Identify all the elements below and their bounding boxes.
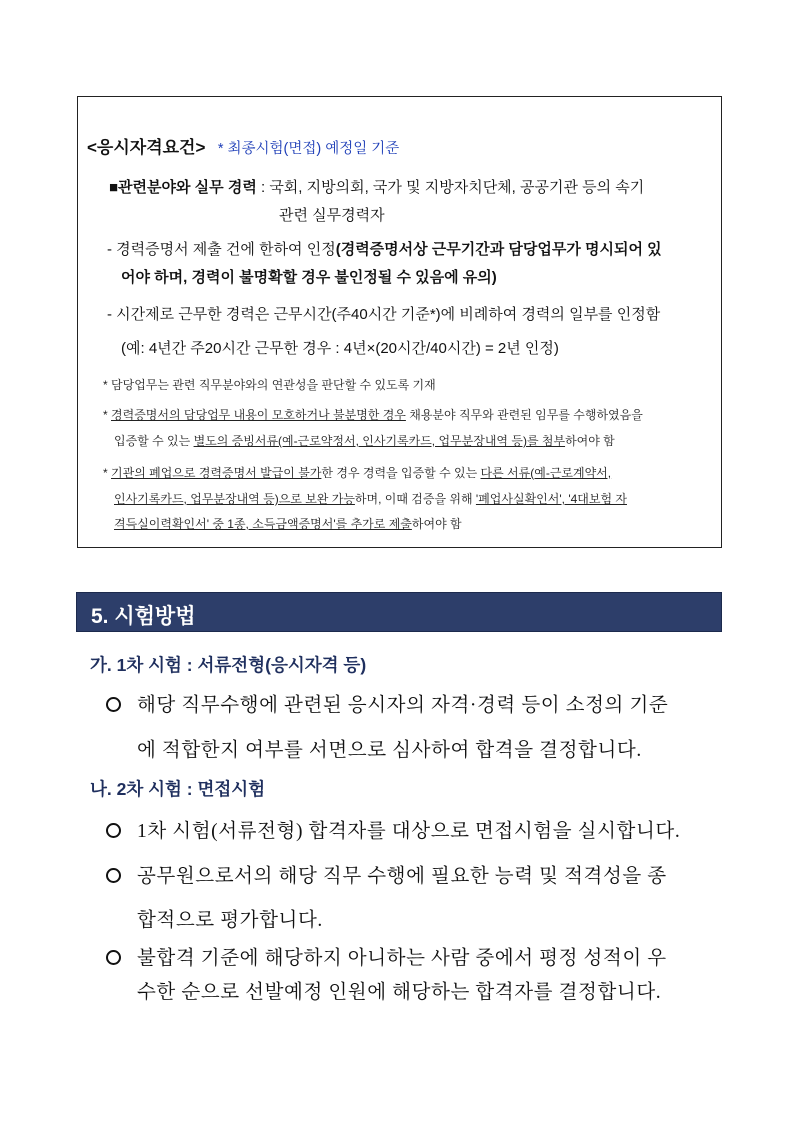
second-exam-item-2-line-1: 공무원으로서의 해당 직무 수행에 필요한 능력 및 적격성을 종 bbox=[137, 866, 667, 887]
note-2-underlined-a: 경력증명서의 담당업무 내용이 모호하거나 불분명한 경우 bbox=[111, 408, 406, 422]
note-2-line-1: * 경력증명서의 담당업무 내용이 모호하거나 불분명한 경우 채용분야 직무와 관련된 임무를 수행하였음을 bbox=[103, 408, 643, 422]
field-text-1: : 국회, 지방의회, 국가 및 지방자치단체, 공공기관 등의 속기 bbox=[260, 179, 645, 196]
note-3-mid-a: 한 경우 경력을 입증할 수 있는 bbox=[321, 466, 481, 480]
field-label: ■관련분야와 실무 경력 bbox=[109, 179, 257, 196]
note-1: * 담당업무는 관련 직무분야와의 연관성을 판단할 수 있도록 기재 bbox=[103, 378, 436, 392]
note-2-underlined-b: 별도의 증빙서류(예-근로약정서, 인사기록카드, 업무분장내역 등)를 첨부 bbox=[193, 434, 566, 448]
field-text-2: 관련 실무경력자 bbox=[279, 207, 385, 224]
note-3-rest-c: 하여야 함 bbox=[411, 517, 462, 531]
cert-line-1 bbox=[107, 238, 662, 259]
note-3-line-2 bbox=[114, 490, 627, 507]
note-3-mid-b: 하며, 이때 검증을 위해 bbox=[354, 492, 476, 506]
note-3-underlined-a2: 다른 서류(예-근로계약서, bbox=[480, 466, 612, 480]
circle-bullet-icon bbox=[106, 697, 121, 712]
requirements-heading bbox=[87, 133, 399, 158]
note-3-underlined-c: 격득실이력확인서' 중 1종, 소득금액증명서'를 추가로 제출 bbox=[114, 517, 412, 531]
note-2-plain-b: 입증할 수 있는 bbox=[114, 434, 194, 448]
section-header-bar bbox=[76, 592, 722, 632]
subheading-first-exam: 가. 1차 시험 : 서류전형(응시자격 등) bbox=[90, 655, 367, 675]
first-exam-line-1: 해당 직무수행에 관련된 응시자의 자격·경력 등이 소정의 기준 bbox=[137, 695, 669, 716]
cert-1-plain: - 경력증명서 제출 건에 한하여 인정 bbox=[107, 241, 336, 258]
second-exam-item-1: 1차 시험(서류전형) 합격자를 대상으로 면접시험을 실시합니다. bbox=[137, 821, 681, 842]
second-exam-item-2-line-2: 합적으로 평가합니다. bbox=[137, 910, 323, 931]
note-3-underlined-b2: '폐업사실확인서', '4대보험 자 bbox=[475, 492, 627, 506]
part-line-1: - 시간제로 근무한 경력은 근무시간(주40시간 기준*)에 비례하여 경력의 일부를 인정함 bbox=[107, 306, 661, 323]
note-2-rest-b: 하여야 함 bbox=[565, 434, 615, 448]
note-2-line-2 bbox=[114, 432, 615, 449]
circle-bullet-icon bbox=[106, 950, 121, 965]
section-title: 5. 시험방법 bbox=[91, 605, 196, 628]
subheading-second-exam: 나. 2차 시험 : 면접시험 bbox=[90, 779, 266, 799]
cert-2-bold: 어야 하며, 경력이 불명확할 경우 불인정될 수 있음에 유의) bbox=[121, 269, 497, 286]
cert-1-bold: (경력증명서상 근무기간과 담당업무가 명시되어 있 bbox=[335, 241, 662, 258]
requirements-box bbox=[77, 96, 722, 548]
requirements-title: <응시자격요건> bbox=[87, 138, 206, 157]
note-3-line-3 bbox=[114, 515, 462, 532]
first-exam-line-2: 에 적합한지 여부를 서면으로 심사하여 합격을 결정합니다. bbox=[137, 740, 642, 761]
part-line-2: (예: 4년간 주20시간 근무한 경우 : 4년×(20시간/40시간) = 2년 인정) bbox=[121, 340, 559, 357]
field-line-1 bbox=[109, 176, 644, 197]
circle-bullet-icon bbox=[106, 823, 121, 838]
note-3-line-1: * 기관의 폐업으로 경력증명서 발급이 불가한 경우 경력을 입증할 수 있는 다른 서류(예-근로계약서, bbox=[103, 466, 612, 480]
note-3-underlined-a1: 기관의 폐업으로 경력증명서 발급이 불가 bbox=[111, 466, 322, 480]
second-exam-item-3-line-1: 불합격 기준에 해당하지 아니하는 사람 중에서 평정 성적이 우 bbox=[137, 948, 667, 969]
requirements-note: * 최종시험(면접) 예정일 기준 bbox=[217, 141, 400, 157]
note-2-rest-a: 채용분야 직무와 관련된 임무를 수행하였음을 bbox=[405, 408, 643, 422]
second-exam-item-3-line-2: 수한 순으로 선발예정 인원에 해당하는 합격자를 결정합니다. bbox=[137, 982, 662, 1003]
note-3-underlined-b1: 인사기록카드, 업무분장내역 등)으로 보완 가능 bbox=[114, 492, 355, 506]
circle-bullet-icon bbox=[106, 868, 121, 883]
